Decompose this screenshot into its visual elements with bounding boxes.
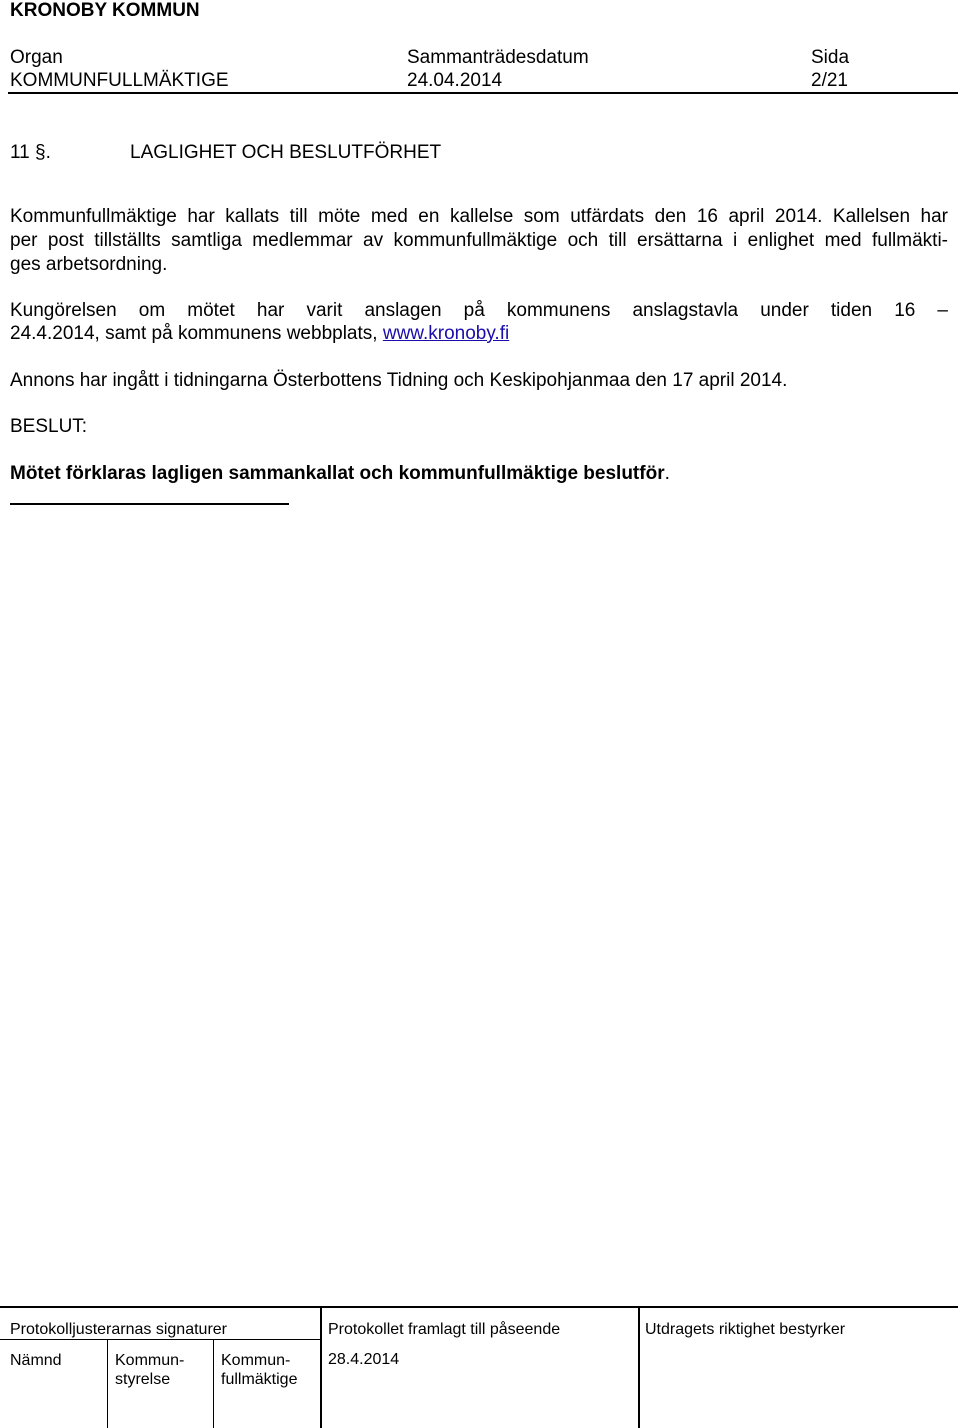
date-value: 24.04.2014 xyxy=(407,70,503,91)
date-label: Sammanträdesdatum xyxy=(407,47,589,68)
paragraph-1-line-1: Kommunfullmäktige har kallats till möte med en kallelse som utfärdats den 16 april 2014. Kallelsen har xyxy=(10,206,948,227)
table-divider-1 xyxy=(320,1306,322,1428)
namnd-label: Nämnd xyxy=(10,1352,62,1369)
styrelse-label-1: Kommun- xyxy=(115,1352,185,1369)
page-label: Sida xyxy=(811,47,850,68)
signature-table xyxy=(0,1306,958,1428)
fullmaktige-label-1: Kommun- xyxy=(221,1352,291,1369)
header-divider xyxy=(8,92,958,94)
paragraph-3: Annons har ingått i tidningarna Österbottens Tidning och Keskipohjanmaa den 17 april 2014. xyxy=(10,370,788,391)
displayed-label: Protokollet framlagt till påseende xyxy=(328,1321,561,1338)
organ-value: KOMMUNFULLMÄKTIGE xyxy=(10,70,229,91)
website-link[interactable]: www.kronoby.fi xyxy=(382,323,510,344)
table-subcol-1 xyxy=(107,1339,108,1428)
municipality-name: KRONOBY KOMMUN xyxy=(10,0,200,21)
paragraph-2-text: 24.4.2014, samt på kommunens webbplats, xyxy=(10,323,383,344)
table-top-border xyxy=(0,1306,958,1308)
section-number: 11 §. xyxy=(10,142,51,163)
end-rule xyxy=(10,503,289,505)
page-value: 2/21 xyxy=(811,70,848,91)
paragraph-1-line-3: ges arbetsordning. xyxy=(10,254,168,275)
fullmaktige-label-2: fullmäktige xyxy=(221,1371,298,1388)
paragraph-2-line-1: Kungörelsen om mötet har varit anslagen på kommunens anslagstavla under tiden 16 – xyxy=(10,300,948,321)
displayed-date: 28.4.2014 xyxy=(328,1351,400,1368)
certify-label: Utdragets riktighet bestyrker xyxy=(645,1321,846,1338)
organ-label: Organ xyxy=(10,47,63,68)
decision-text xyxy=(10,462,948,486)
decision-bold-text: Mötet förklaras lagligen sammankallat och kommunfullmäktige beslutför xyxy=(10,463,665,484)
paragraph-1-line-2: per post tillställts samtliga medlemmar av kommunfullmäktige och till ersättarna i enlighet med fullmäkti- xyxy=(10,230,948,251)
styrelse-label-2: styrelse xyxy=(115,1371,171,1388)
table-subcol-2 xyxy=(213,1339,214,1428)
signatures-label: Protokolljusterarnas signaturer xyxy=(10,1321,227,1338)
table-divider-2 xyxy=(638,1306,640,1428)
paragraph-2-line-2 xyxy=(10,322,948,346)
decision-period: . xyxy=(664,463,670,484)
decision-label: BESLUT: xyxy=(10,416,88,437)
section-title: LAGLIGHET OCH BESLUTFÖRHET xyxy=(130,142,442,163)
